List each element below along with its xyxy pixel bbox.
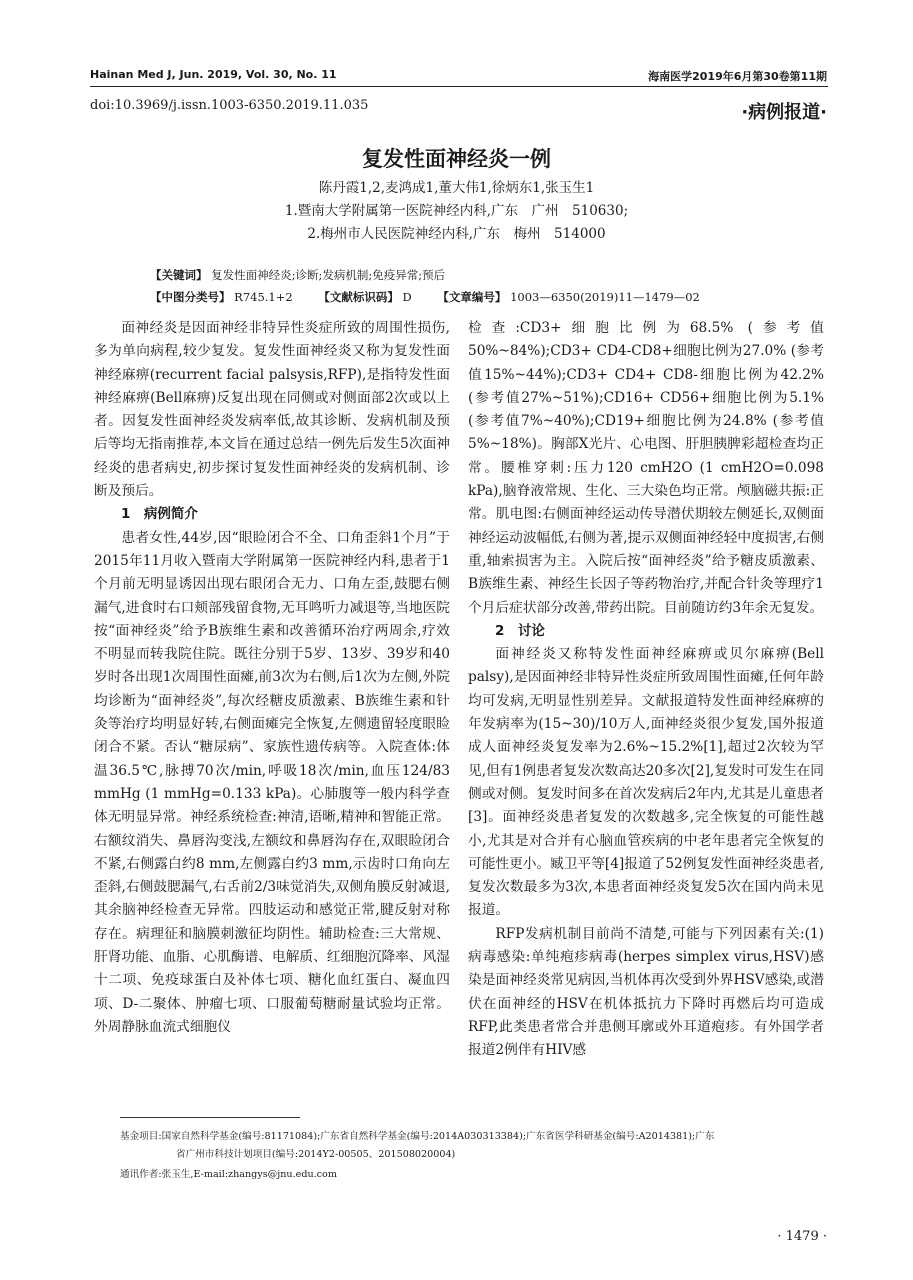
section-heading: 2 讨论 [495, 622, 545, 639]
clc-value: R745.1+2 [234, 290, 293, 304]
footnote-rule [120, 1117, 300, 1118]
footnote-fund: 基金项目:国家自然科学基金(编号:81171084);广东省自然科学基金(编号:2014A030313384);广东省医学科研基金(编号:A2014381);广东 [120, 1131, 715, 1142]
clc-label: 【中图分类号】 [150, 290, 231, 304]
keywords-text: 复发性面神经炎;诊断;发病机制;免疫异常;预后 [211, 268, 446, 282]
section-tag: ·病例报道· [741, 102, 827, 123]
doi: doi:10.3969/j.issn.1003-6350.2019.11.035 [90, 98, 369, 113]
paragraph: 面神经炎是因面神经非特异性炎症所致的周围性损伤,多为单向病程,较少复发。复发性面神经炎又称为复发性面神经麻痹(recurrent facial palsysis,RFP),是指特发性面神经麻痹(Bell麻痹)反复出现在同侧或对侧面部2次或以上者。因复发性面神经炎发病率低,故其诊断、发病机制及预后等均无指南推荐,本文旨在通过总结一例先后发生5次面神经炎的患者病史,初步探讨复发性面神经炎的发病机制、诊断及预后。 [94, 320, 450, 500]
section-heading: 1 病例简介 [121, 506, 198, 523]
affiliation-1: 1.暨南大学附属第一医院神经内科,广东 广州 510630; [284, 203, 629, 219]
keywords-line [150, 266, 445, 284]
paragraph: RFP发病机制目前尚不清楚,可能与下列因素有关:(1)病毒感染:单纯疱疹病毒(herpes simplex virus,HSV)感染是面神经炎常见病因,当机体再次受到外界HSV感染,或潜伏在面神经的HSV在机体抵抗力下降时再燃后均可造成RFP,此类患者常合并患侧耳廓或外耳道疱疹。有外国学者报道2例伴有HIV感 [468, 925, 824, 1059]
right-column [468, 317, 824, 1063]
article-title: 复发性面神经炎一例 [362, 147, 551, 171]
paragraph: 检查:CD3+细胞比例为68.5% (参考值50%~84%);CD3+ CD4-CD8+细胞比例为27.0% (参考值15%~44%);CD3+ CD4+ CD8-细胞比例为42.2% (参考值27%~51%);CD16+ CD56+细胞比例为5.1% (参考值7%~40%);CD19+细胞比例为24.8% (参考值5%~18%)。胸部X光片、心电图、肝胆胰脾彩超检查均正常。腰椎穿刺:压力120 cmH2O (1 cmH2O=0.098 kPa),脑脊液常规、生化、三大染色均正常。颅脑磁共振:正常。肌电图:右侧面神经运动传导潜伏期较左侧延长,双侧面神经运动波幅低,右侧为著,提示双侧面神经轻中度损害,右侧重,轴索损害为主。入院后按“面神经炎”给予糖皮质激素、B族维生素、神经生长因子等药物治疗,并配合针灸等理疗1个月后症状部分改善,带药出院。目前随访约3年余无复发。 [468, 320, 824, 616]
running-header-left: Hainan Med J, Jun. 2019, Vol. 30, No. 11 [90, 68, 337, 81]
page-number: · 1479 · [777, 1229, 827, 1244]
affiliation-2: 2.梅州市人民医院神经内科,广东 梅州 514000 [307, 226, 606, 242]
authors: 陈丹霞1,2,麦鸿成1,董大伟1,徐炳东1,张玉生1 [318, 180, 595, 196]
running-header-right: 海南医学2019年6月第30卷第11期 [648, 70, 827, 83]
keywords-label: 【关键词】 [150, 268, 208, 282]
article-no-value: 1003—6350(2019)11—1479—02 [510, 290, 700, 304]
paragraph: 患者女性,44岁,因“眼睑闭合不全、口角歪斜1个月”于2015年11月收入暨南大学附属第一医院神经内科,患者于1个月前无明显诱因出现右眼闭合无力、口角左歪,鼓腮右侧漏气,进食时右口颊部残留食物,无耳鸣听力减退等,当地医院按“面神经炎”给予B族维生素和改善循环治疗两周余,疗效不明显而转我院住院。既往分别于5岁、13岁、39岁和40岁时各出现1次周围性面瘫,前3次为右侧,后1次为左侧,外院均诊断为“面神经炎”,每次经糖皮质激素、B族维生素和针灸等治疗均明显好转,右侧面瘫完全恢复,左侧遗留轻度眼睑闭合不紧。否认“糖尿病”、家族性遗传病等。入院查体:体温36.5℃,脉搏70次/min,呼吸18次/min,血压124/83 mmHg (1 mmHg=0.133 kPa)。心肺腹等一般内科学查体无明显异常。神经系统检查:神清,语晰,精神和智能正常。右额纹消失、鼻唇沟变浅,左额纹和鼻唇沟存在,双眼睑闭合不紧,右侧露白约8 mm,左侧露白约3 mm,示齿时口角向左歪斜,右侧鼓腮漏气,右舌前2/3味觉消失,双侧角膜反射减退,其余脑神经检查无异常。四肢运动和感觉正常,腱反射对称存在。病理征和脑膜刺激征均阴性。辅助检查:三大常规、肝肾功能、血脂、心肌酶谱、电解质、红细胞沉降率、风湿十二项、免疫球蛋白及补体七项、糖化血红蛋白、凝血四项、D-二聚体、肿瘤七项、口服葡萄糖耐量试验均正常。外周静脉血流式细胞仪 [94, 529, 450, 1035]
header-rule [90, 86, 828, 87]
footnote-contact: 通讯作者:张玉生,E-mail:zhangys@jnu.edu.com [120, 1169, 337, 1180]
doc-code-value: D [402, 290, 412, 304]
footnote-fund-cont: 省广州市科技计划项目(编号:2014Y2-00505、201508020004) [176, 1149, 456, 1160]
article-no-label: 【文章编号】 [437, 290, 507, 304]
left-column [94, 317, 450, 1039]
classification-line [150, 288, 700, 306]
paragraph: 面神经炎又称特发性面神经麻痹或贝尔麻痹(Bell palsy),是因面神经非特异性炎症所致周围性面瘫,任何年龄均可发病,无明显性别差异。文献报道特发性面神经麻痹的年发病率为(15~30)/10万人,面神经炎很少复发,国外报道成人面神经炎复发率为2.6%~15.2%[1],超过2次较为罕见,但有1例患者复发次数高达20多次[2],复发时可发生在同侧或对侧。复发时间多在首次发病后2年内,尤其是儿童患者[3]。面神经炎患者复发的次数越多,完全恢复的可能性越小,尤其是对合并有心脑血管疾病的中老年患者完全恢复的可能性更小。臧卫平等[4]报道了52例复发性面神经炎患者,复发次数最多为3次,本患者面神经炎复发5次在国内尚未见报道。 [468, 646, 824, 919]
doc-code-label: 【文献标识码】 [318, 290, 399, 304]
